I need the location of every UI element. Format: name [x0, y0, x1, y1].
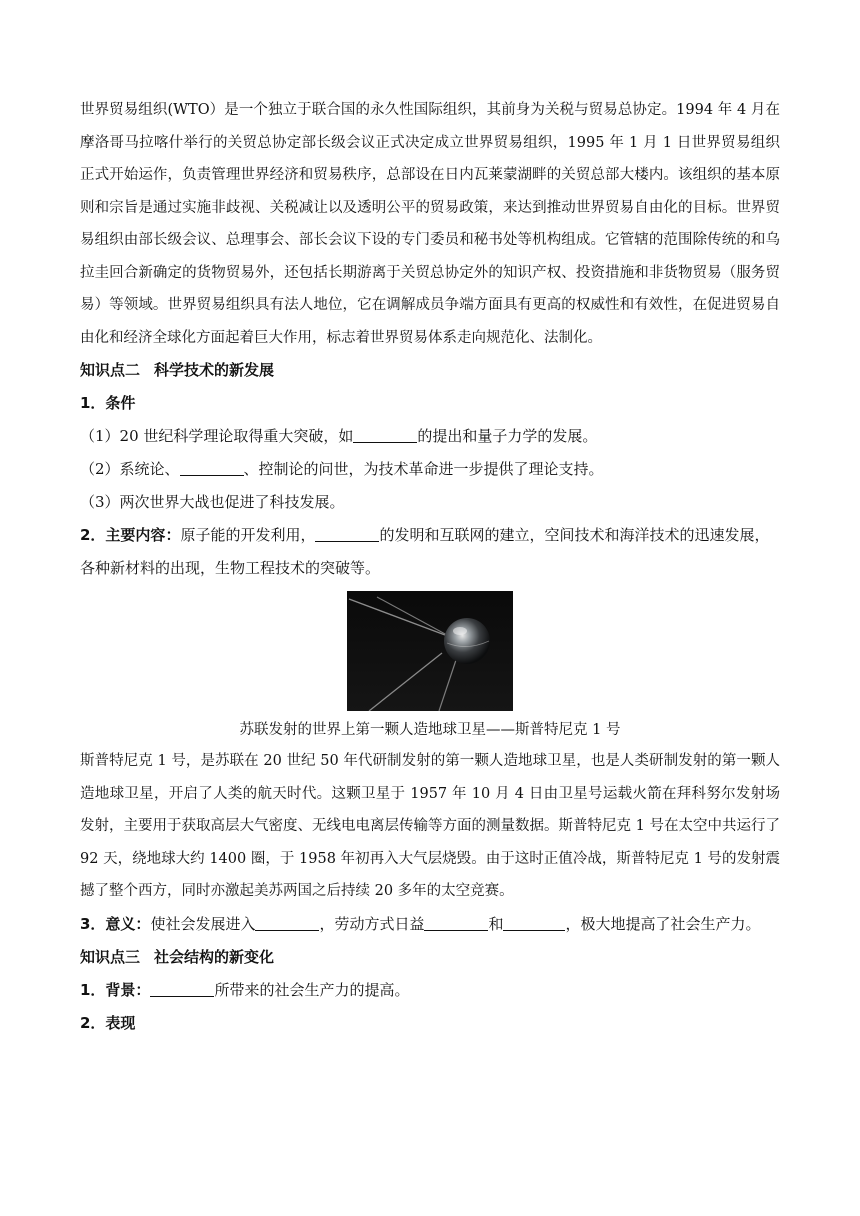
section3-item1-title: 1．背景： [80, 980, 151, 999]
section2-heading [80, 354, 780, 387]
item3-text-d: ，极大地提高了社会生产力。 [565, 914, 761, 933]
condition-2-text-a: （2）系统论、 [80, 460, 180, 478]
condition-2-text-b: 、控制论的问世，为技术革命进一步提供了理论支持。 [243, 460, 604, 478]
section2-item1 [80, 387, 780, 420]
sputnik-satellite-photo [347, 591, 513, 711]
condition-1-text-a: （1）20 世纪科学理论取得重大突破，如 [80, 427, 354, 445]
section2-item2 [80, 519, 780, 585]
section3-item1 [80, 974, 780, 1007]
section2-label: 知识点二 [80, 361, 141, 379]
item3-text-a: 使社会发展进入 [150, 914, 256, 933]
figure-caption: 苏联发射的世界上第一颗人造地球卫星——斯普特尼克 1 号 [239, 722, 621, 738]
section3-item2-title: 2．表现 [80, 1013, 136, 1032]
wto-paragraph: 世界贸易组织(WTO）是一个独立于联合国的永久性国际组织，其前身为关税与贸易总协定。1994 年 4 月在摩洛哥马拉喀什举行的关贸总协定部长级会议正式决定成立世界贸易组织，1995 年 1 月 1 日世界贸易组织正式开始运作，负责管理世界经济和贸易秩序，总部设在日内瓦莱蒙湖畔的关贸总部大楼内。该组织的基本原则和宗旨是通过实施非歧视、关税减让以及透明公平的贸易政策，来达到推动世界贸易自由化的目标。世界贸易组织由部长级会议、总理事会、部长会议下设的专门委员和秘书处等机构组成。它管辖的范围除传统的和乌拉圭回合新确定的货物贸易外，还包括长期游离于关贸总协定外的知识产权、投资措施和非货物贸易（服务贸易）等领域。世界贸易组织具有法人地位，它在调解成员争端方面具有更高的权威性和有效性，在促进贸易自由化和经济全球化方面起着巨大作用，标志着世界贸易体系走向规范化、法制化。 [80, 102, 780, 346]
fill-blank-4[interactable] [255, 915, 319, 931]
item3-text-b: ，劳动方式日益 [319, 914, 425, 933]
fill-blank-7[interactable] [150, 981, 214, 997]
section3-heading [80, 941, 780, 974]
section3-label: 知识点三 [80, 947, 141, 966]
condition-1-text-b: 的提出和量子力学的发展。 [417, 427, 598, 445]
document-content [80, 94, 780, 1040]
fill-blank-6[interactable] [503, 915, 565, 931]
fill-blank-1[interactable] [353, 427, 417, 443]
item2-text-b: 的发明和互联网的建立，空间技术和海洋技术的迅速发展，各种新材料的出现，生物工程技术的突破等。 [80, 526, 770, 577]
fill-blank-5[interactable] [424, 915, 488, 931]
section2-item3-title: 3．意义： [80, 914, 151, 933]
condition-2 [80, 453, 780, 486]
item3-text-c: 和 [488, 914, 504, 933]
section2-item1-title: 1．条件 [80, 394, 136, 412]
section3-item1-text: 所带来的社会生产力的提高。 [214, 980, 410, 999]
section3-title: 社会结构的新变化 [154, 947, 275, 966]
condition-3: （3）两次世界大战也促进了科技发展。 [80, 493, 345, 511]
sputnik-figure [80, 591, 780, 745]
section2-title: 科学技术的新发展 [154, 361, 275, 379]
fill-blank-3[interactable] [315, 526, 379, 542]
section2-item2-title: 2．主要内容： [80, 526, 181, 544]
section3-item2 [80, 1007, 780, 1040]
condition-1 [80, 420, 780, 453]
item2-text-a: 原子能的开发利用， [180, 526, 316, 544]
section2-item3 [80, 908, 780, 941]
fill-blank-2[interactable] [180, 460, 244, 476]
sputnik-paragraph: 斯普特尼克 1 号，是苏联在 20 世纪 50 年代研制发射的第一颗人造地球卫星，也是人类研制发射的第一颗人造地球卫星，开启了人类的航天时代。这颗卫星于 1957 年 10 月 4 日由卫星号运载火箭在拜科努尔发射场发射，主要用于获取高层大气密度、无线电电离层传输等方面的测量数据。斯普特尼克 1 号在太空中共运行了 92 天，绕地球大约 1400 圈，于 1958 年初再入大气层烧毁。由于这时正值冷战，斯普特尼克 1 号的发射震撼了整个西方，同时亦激起美苏两国之后持续 20 多年的太空竞赛。 [80, 753, 780, 899]
